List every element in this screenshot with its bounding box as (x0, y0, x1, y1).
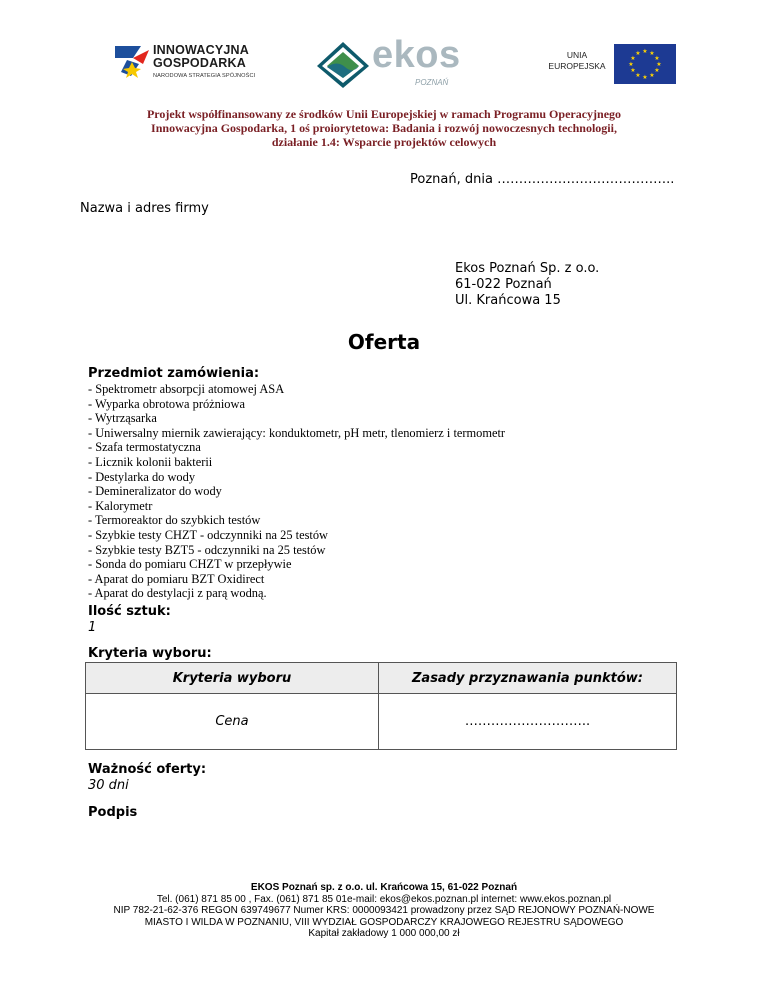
list-item: - Termoreaktor do szybkich testów (88, 513, 261, 528)
svg-text:★: ★ (635, 50, 641, 57)
ekos-logo (315, 34, 475, 92)
list-item: - Wytrząsarka (88, 411, 157, 426)
list-item: - Destylarka do wody (88, 469, 196, 484)
svg-text:★: ★ (642, 74, 648, 81)
project-line-1: Projekt współfinansowany ze środków Unii Europejskiej w ramach Programu Operacyjnego (146, 107, 622, 121)
list-item: - Szybkie testy BZT5 - odczynniki na 25 testów (88, 542, 326, 557)
footer-line-2: Tel. (061) 871 85 00 , Fax. (061) 871 85 01e-mail: ekos@ekos.poznan.pl internet: www.ekos.poznan.pl (156, 893, 612, 905)
criteria-table (85, 662, 677, 750)
logo-subtitle: NARODOWA STRATEGIA SPÓJNOŚCI (153, 73, 256, 79)
list-item: - Licznik kolonii bakterii (88, 454, 213, 469)
svg-text:★: ★ (635, 72, 641, 79)
svg-text:★: ★ (649, 50, 655, 57)
logo-line-1: INNOWACYJNA (153, 43, 249, 57)
innowacyjna-star-icon (113, 42, 151, 84)
list-item: - Uniwersalny miernik zawierający: konduktometr, pH metr, tlenomierz i termometr (88, 425, 506, 440)
svg-text:★: ★ (628, 61, 634, 68)
signature-label: Podpis (88, 805, 138, 820)
list-item: - Kalorymetr (88, 498, 153, 513)
footer (0, 882, 768, 940)
logo-line-2: GOSPODARKA (153, 56, 246, 70)
eu-line-2: EUROPEJSKA (548, 61, 606, 71)
list-item: - Spektrometr absorpcji atomowej ASA (88, 382, 285, 396)
eu-line-1: UNIA (566, 50, 588, 60)
svg-text:★: ★ (654, 55, 660, 62)
criteria-label: Kryteria wyboru: (88, 646, 212, 661)
project-note (80, 107, 688, 149)
project-line-2: Innowacyjna Gospodarka, 1 oś proiorytetowa: Badania i rozwój nowoczesnych technologii, (151, 121, 617, 135)
recipient-line-2: 61-022 Poznań (455, 277, 552, 292)
quantity-label: Ilość sztuk: (88, 604, 171, 619)
table-row (86, 694, 677, 750)
eu-logo (548, 44, 678, 84)
svg-text:★: ★ (642, 48, 648, 55)
validity-value: 30 dni (88, 778, 129, 793)
validity-label: Ważność oferty: (88, 762, 207, 777)
criteria-col-header: Kryteria wyboru (86, 663, 379, 694)
ekos-diamond-icon (315, 40, 371, 90)
svg-text:★: ★ (630, 67, 636, 74)
svg-text:★: ★ (630, 55, 636, 62)
svg-text:★: ★ (649, 72, 655, 79)
subject-label: Przedmiot zamówienia: (88, 366, 260, 381)
table-header-row (86, 663, 677, 694)
quantity-value: 1 (88, 620, 97, 635)
list-item: - Szybkie testy CHZT - odczynniki na 25 testów (88, 527, 328, 542)
firm-name-label: Nazwa i adres firmy (80, 201, 209, 216)
footer-line-5: Kapitał zakładowy 1 000 000,00 zł (308, 928, 460, 940)
recipient-line-3: Ul. Krańcowa 15 (455, 293, 561, 308)
svg-text:★: ★ (654, 67, 660, 74)
recipient-line-1: Ekos Poznań Sp. z o.o. (455, 261, 600, 276)
subject-list (88, 382, 505, 601)
footer-line-1: EKOS Poznań sp. z o.o. ul. Krańcowa 15, 61-022 Poznań (250, 882, 518, 893)
recipient-address (455, 261, 599, 309)
list-item: - Aparat do pomiaru BZT Oxidirect (88, 571, 265, 586)
points-cell: ……………………….. (379, 694, 677, 750)
date-line: Poznań, dnia ………………………………….. (410, 172, 675, 187)
page-title: Oferta (347, 330, 421, 354)
ekos-city: POZNAŃ (415, 78, 449, 87)
project-line-3: działanie 1.4: Wsparcie projektów celowych (271, 135, 497, 149)
eu-flag-icon (614, 44, 676, 84)
footer-line-4: MIASTO I WILDA W POZNANIU, VIII WYDZIAŁ GOSPODARCZY KRAJOWEGO REJESTRU SĄDOWEGO (144, 916, 624, 928)
svg-text:★: ★ (656, 61, 662, 68)
list-item: - Sonda do pomiaru CHZT w przepływie (88, 557, 292, 572)
criterion-cell: Cena (86, 694, 379, 750)
list-item: - Szafa termostatyczna (88, 440, 201, 455)
list-item: - Demineralizator do wody (88, 484, 222, 499)
points-col-header: Zasady przyznawania punktów: (379, 663, 677, 694)
list-item: - Wyparka obrotowa próżniowa (88, 396, 245, 411)
ekos-wordmark: ekos (372, 34, 461, 76)
footer-line-3: NIP 782-21-62-376 REGON 639749677 Numer KRS: 0000093421 prowadzony przez SĄD REJONOWY POZNAŃ-NOWE (113, 905, 655, 917)
innowacyjna-gospodarka-logo (113, 40, 263, 88)
list-item: - Aparat do destylacji z parą wodną. (88, 586, 267, 601)
